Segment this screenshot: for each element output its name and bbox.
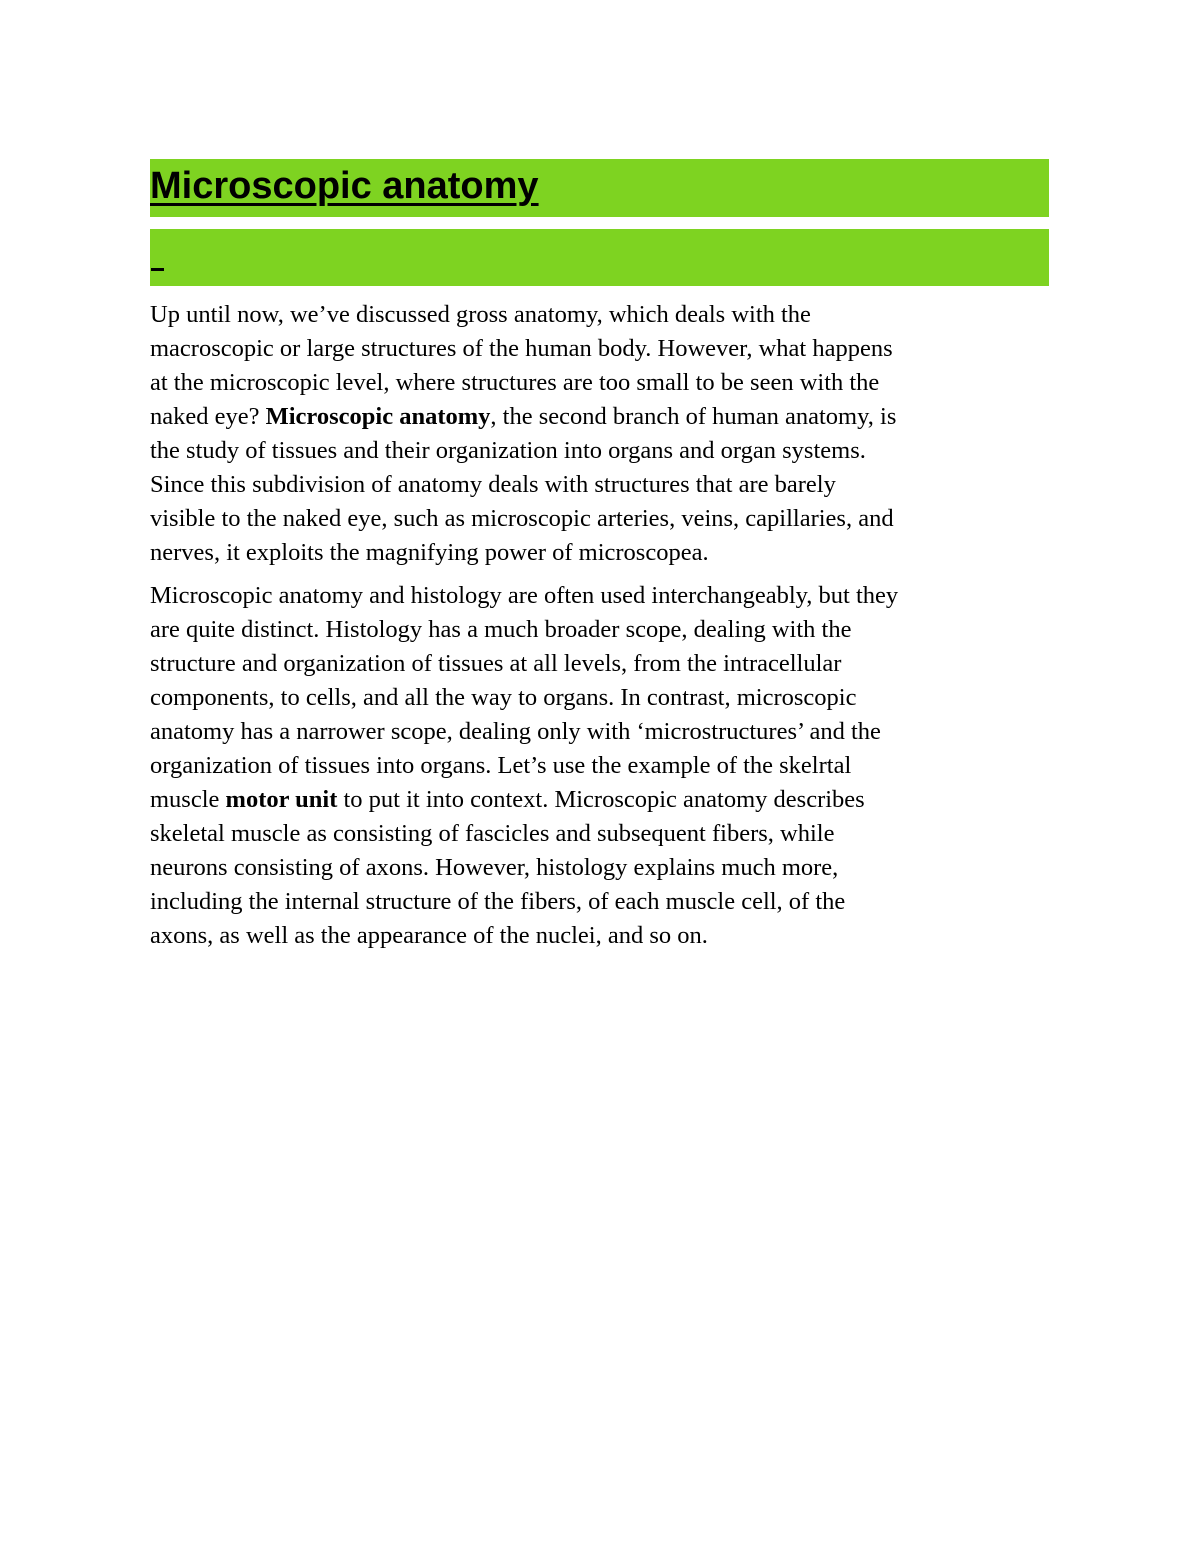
text-line: at the microscopic level, where structures are too small to be seen with the	[150, 369, 880, 396]
text-line: nerves, it exploits the magnifying power of microscopea.	[150, 539, 709, 566]
text-line: the study of tissues and their organization into organs and organ systems.	[150, 437, 866, 464]
text-fragment: muscle	[150, 786, 226, 813]
bold-term-motor-unit: motor unit	[225, 786, 338, 813]
text-line: Up until now, we’ve discussed gross anatomy, which deals with the	[150, 301, 811, 328]
text-line: neurons consisting of axons. However, histology explains much more,	[150, 854, 839, 881]
text-line: Since this subdivision of anatomy deals with structures that are barely	[150, 471, 836, 498]
text-line	[150, 400, 1050, 434]
paragraph-2	[150, 579, 1050, 953]
text-line: are quite distinct. Histology has a much broader scope, dealing with the	[150, 616, 852, 643]
bold-term-microscopic-anatomy: Microscopic anatomy	[265, 403, 491, 430]
text-line: Microscopic anatomy and histology are often used interchangeably, but they	[150, 582, 899, 609]
text-fragment: naked eye?	[150, 403, 266, 430]
page-title: Microscopic anatomy	[150, 165, 539, 207]
text-fragment: , the second branch of human anatomy, is	[490, 403, 897, 430]
text-line: organization of tissues into organs. Let’s use the example of the skelrtal	[150, 752, 852, 779]
underline-mark	[151, 268, 164, 271]
text-line	[150, 783, 1050, 817]
text-line: axons, as well as the appearance of the nuclei, and so on.	[150, 922, 708, 949]
body-text	[150, 298, 1050, 962]
text-line: structure and organization of tissues at all levels, from the intracellular	[150, 650, 842, 677]
text-line: macroscopic or large structures of the human body. However, what happens	[150, 335, 893, 362]
text-line: anatomy has a narrower scope, dealing only with ‘microstructures’ and the	[150, 718, 881, 745]
subtitle-highlight-bar	[150, 229, 1049, 286]
paragraph-1	[150, 298, 1050, 570]
text-line: skeletal muscle as consisting of fascicles and subsequent fibers, while	[150, 820, 835, 847]
text-line: including the internal structure of the fibers, of each muscle cell, of the	[150, 888, 846, 915]
text-fragment: to put it into context. Microscopic anatomy describes	[337, 786, 865, 813]
text-line: visible to the naked eye, such as microscopic arteries, veins, capillaries, and	[150, 505, 894, 532]
text-line: components, to cells, and all the way to organs. In contrast, microscopic	[150, 684, 857, 711]
